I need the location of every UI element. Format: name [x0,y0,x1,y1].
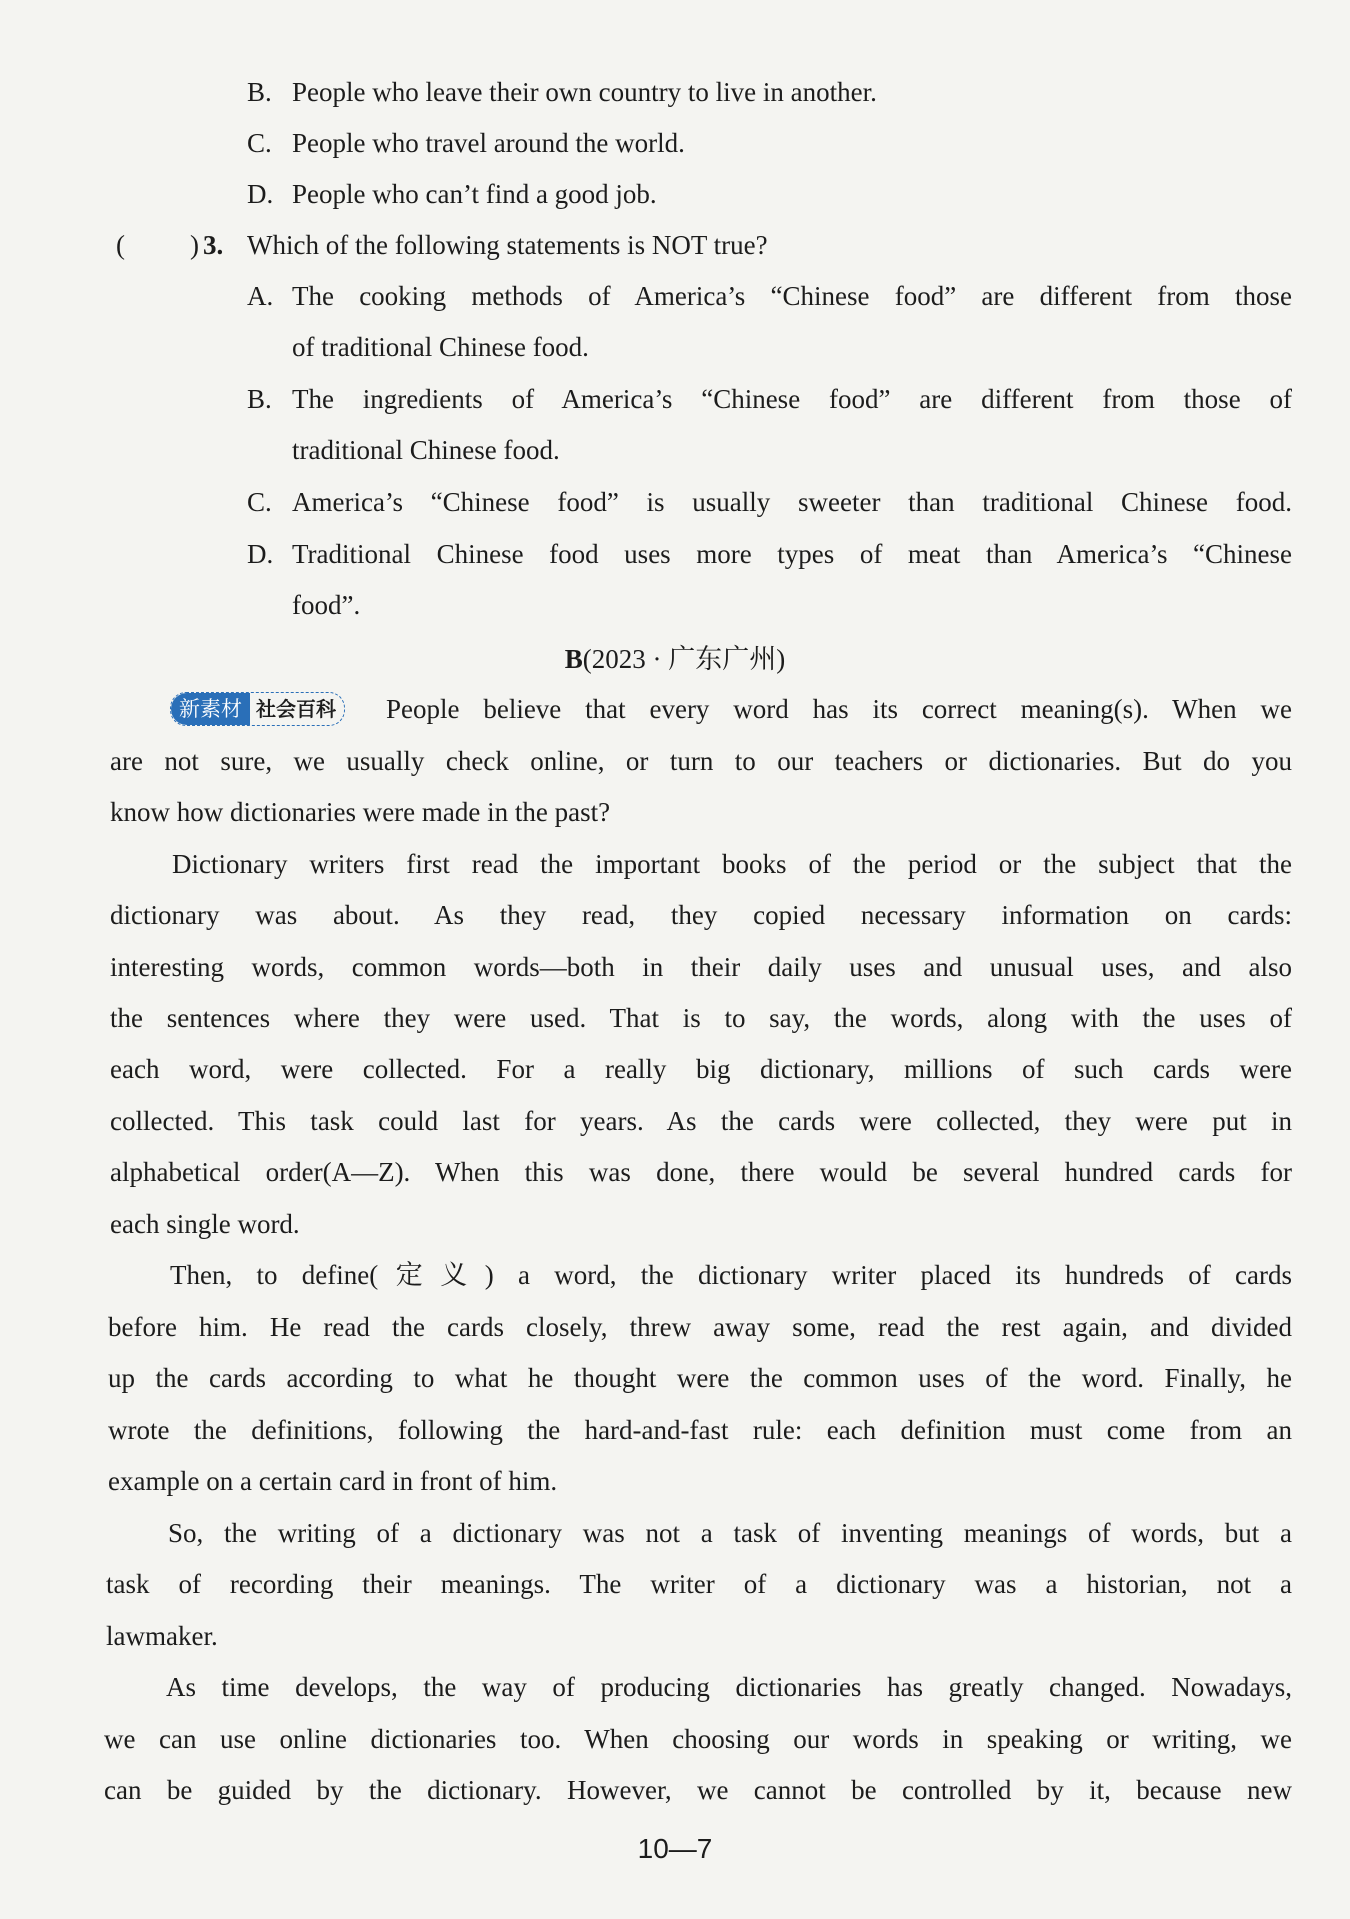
q3-option-c-letter: C. [247,487,272,517]
q2-option-b-text: People who leave their own country to live in another. [292,77,877,107]
p2-line7: alphabetical order(A—Z). When this was done, there would be several hundred cards for [110,1157,1292,1187]
p3-line1: Then, to define(定义) a word, the dictionary writer placed its hundreds of cards [170,1260,1292,1290]
p2-line4: the sentences where they were used. That is to say, the words, along with the uses of [110,1003,1292,1033]
q2-option-c-text: People who travel around the world. [292,128,685,158]
q3-option-b-letter: B. [247,384,272,414]
p5-line1: As time develops, the way of producing dictionaries has greatly changed. Nowadays, [166,1672,1292,1702]
q3-option-b-line2: traditional Chinese food. [292,435,560,465]
q3-option-a-letter: A. [247,281,274,311]
p2-line6: collected. This task could last for years. As the cards were collected, they were put in [110,1106,1292,1136]
p2-line8: each single word. [110,1209,300,1239]
section-letter: B [564,644,583,674]
p5-line3: can be guided by the dictionary. However, we cannot be controlled by it, because new [104,1775,1292,1805]
q3-number: 3. [203,230,224,260]
q3-option-d-letter: D. [247,539,274,569]
tag-category: 社会百科 [256,697,336,721]
q3-option-a-line2: of traditional Chinese food. [292,332,589,362]
section-heading [0,642,1350,676]
answer-paren-open: ( [116,230,125,260]
p1-line2: are not sure, we usually check online, or turn to our teachers or dictionaries. But do you [110,746,1292,776]
material-tag [170,692,345,726]
q2-option-b-letter: B. [247,77,272,107]
q2-option-d-letter: D. [247,179,274,209]
p4-line2: task of recording their meanings. The writer of a dictionary was a historian, not a [106,1569,1292,1599]
q3-option-d-line2: food”. [292,590,361,620]
q2-option-d-text: People who can’t find a good job. [292,179,657,209]
p2-line3: interesting words, common words—both in their daily uses and unusual uses, and also [110,952,1292,982]
p5-line2: we can use online dictionaries too. When choosing our words in speaking or writing, we [104,1724,1292,1754]
q3-stem: Which of the following statements is NOT true? [247,230,768,260]
p1-line1: People believe that every word has its correct meaning(s). When we [386,694,1292,724]
p2-line2: dictionary was about. As they read, they copied necessary information on cards: [110,900,1292,930]
p2-line5: each word, were collected. For a really big dictionary, millions of such cards were [110,1054,1292,1084]
q3-option-a-line1: The cooking methods of America’s “Chinese food” are different from those [292,281,1292,311]
q3-option-d-line1: Traditional Chinese food uses more types of meat than America’s “Chinese [292,539,1292,569]
q2-option-c-letter: C. [247,128,272,158]
p3-line4: wrote the definitions, following the hard-and-fast rule: each definition must come from an [108,1415,1292,1445]
q3-option-c-line1: America’s “Chinese food” is usually sweeter than traditional Chinese food. [292,487,1292,517]
answer-paren-close: ) [190,230,199,260]
page-number: 10—7 [637,1833,713,1864]
p4-line3: lawmaker. [106,1621,218,1651]
section-source: (2023 · 广东广州) [582,644,786,674]
p3-line3: up the cards according to what he thought were the common uses of the word. Finally, he [108,1363,1292,1393]
p3-line5: example on a certain card in front of him. [108,1466,558,1496]
p2-line1: Dictionary writers first read the important books of the period or the subject that the [172,849,1292,879]
p3-line2: before him. He read the cards closely, threw away some, read the rest again, and divided [108,1312,1292,1342]
q3-option-b-line1: The ingredients of America’s “Chinese food” are different from those of [292,384,1292,414]
p1-line3: know how dictionaries were made in the past? [110,797,611,827]
tag-new-material: 新素材 [171,693,250,725]
p4-line1: So, the writing of a dictionary was not a task of inventing meanings of words, but a [168,1518,1292,1548]
